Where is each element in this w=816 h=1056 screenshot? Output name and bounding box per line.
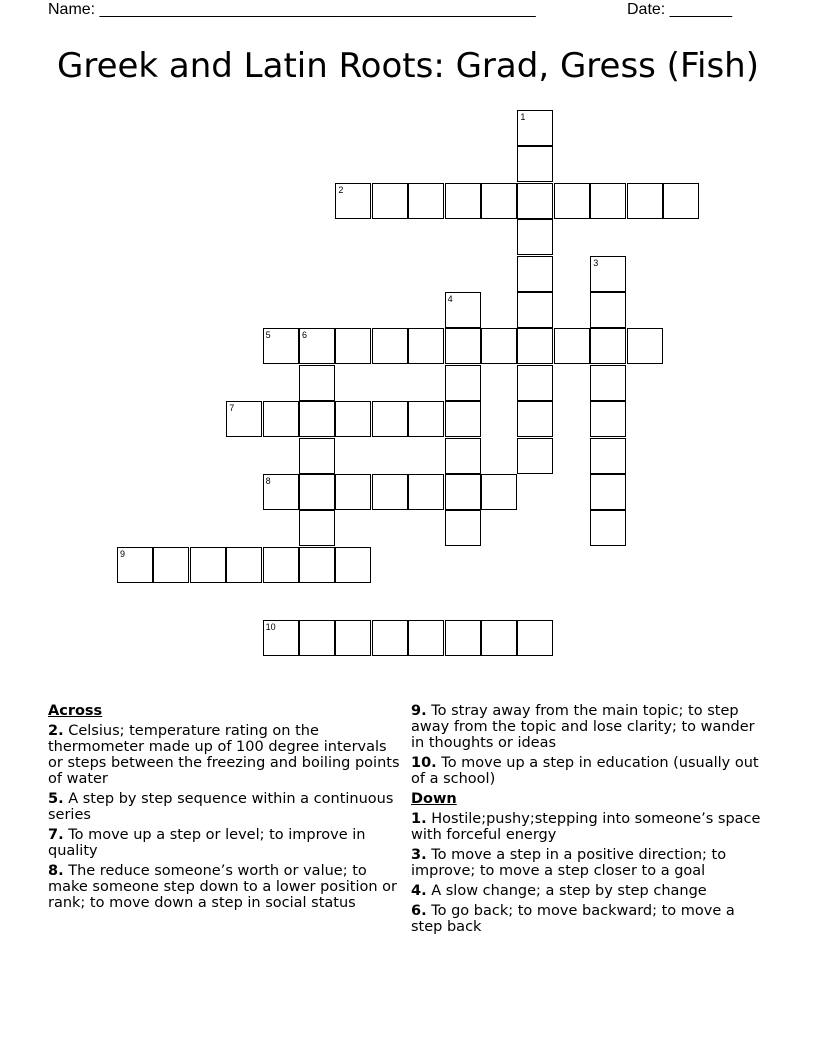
grid-cell[interactable] xyxy=(445,328,481,364)
clue-number: 4 xyxy=(447,294,453,304)
grid-cell[interactable] xyxy=(335,474,371,510)
grid-cell[interactable] xyxy=(335,620,371,656)
clue-number: 3 xyxy=(593,257,599,268)
grid-cell[interactable] xyxy=(263,547,299,583)
grid-cell[interactable] xyxy=(481,328,517,364)
date-field[interactable]: Date: _______ xyxy=(627,1,732,18)
grid-cell[interactable] xyxy=(117,547,153,583)
down-heading: Down xyxy=(411,791,457,807)
grid-cell[interactable] xyxy=(627,183,663,219)
clue-across-9: 9. To stray away from the main topic; to step away from the topic and lose clarity; to wander in thoughts or ideas xyxy=(411,703,755,751)
grid-cell[interactable] xyxy=(445,183,481,219)
grid-cell[interactable] xyxy=(408,328,444,364)
grid-cell[interactable] xyxy=(445,620,481,656)
grid-cell[interactable] xyxy=(299,438,335,474)
name-field[interactable]: Name: _________________________________________________ xyxy=(48,1,536,18)
clue-down-3: 3. To move a step in a positive direction; to improve; to move a step closer to a goal xyxy=(411,847,727,879)
grid-cell[interactable] xyxy=(263,474,299,510)
clue-across-7: 7. To move up a step or level; to improve in quality xyxy=(48,827,366,859)
grid-cell[interactable] xyxy=(445,438,481,474)
grid-cell[interactable] xyxy=(299,328,335,364)
grid-cell[interactable] xyxy=(554,183,590,219)
grid-cell[interactable] xyxy=(263,401,299,437)
grid-cell[interactable] xyxy=(226,547,262,583)
grid-cell[interactable] xyxy=(517,620,553,656)
grid-cell[interactable] xyxy=(445,365,481,401)
grid-cell[interactable] xyxy=(590,292,626,328)
clue-down-4: 4. A slow change; a step by step change xyxy=(411,883,707,899)
clue-number: 5 xyxy=(265,330,271,341)
grid-cell[interactable] xyxy=(517,110,553,146)
clue-down-6: 6. To go back; to move backward; to move a step back xyxy=(411,903,735,935)
grid-cell[interactable] xyxy=(590,438,626,474)
clue-number: 1 xyxy=(520,112,526,122)
grid-cell[interactable] xyxy=(299,547,335,583)
grid-cell[interactable] xyxy=(445,401,481,437)
grid-cell[interactable] xyxy=(372,328,408,364)
clue-number: 8 xyxy=(265,476,271,486)
grid-cell[interactable] xyxy=(554,328,590,364)
grid-cell[interactable] xyxy=(627,328,663,364)
grid-cell[interactable] xyxy=(408,474,444,510)
grid-cell[interactable] xyxy=(481,183,517,219)
grid-cell[interactable] xyxy=(590,256,626,292)
grid-cell[interactable] xyxy=(335,328,371,364)
grid-cell[interactable] xyxy=(299,401,335,437)
grid-cell[interactable] xyxy=(153,547,189,583)
grid-cell[interactable] xyxy=(517,365,553,401)
clue-number: 2 xyxy=(338,184,344,195)
grid-cell[interactable] xyxy=(481,620,517,656)
grid-cell[interactable] xyxy=(590,183,626,219)
grid-cell[interactable] xyxy=(445,510,481,546)
grid-cell[interactable] xyxy=(299,365,335,401)
grid-cell[interactable] xyxy=(590,510,626,546)
grid-cell[interactable] xyxy=(299,474,335,510)
grid-cell[interactable] xyxy=(445,292,481,328)
grid-cell[interactable] xyxy=(517,219,553,255)
grid-cell[interactable] xyxy=(590,328,626,364)
grid-cell[interactable] xyxy=(481,474,517,510)
clue-number: 7 xyxy=(229,403,235,414)
clue-across-2: 2. Celsius; temperature rating on the thermometer made up of 100 degree intervals or steps between the freezing and boiling points of water xyxy=(48,723,400,787)
grid-cell[interactable] xyxy=(335,547,371,583)
grid-cell[interactable] xyxy=(590,474,626,510)
clue-across-10: 10. To move up a step in education (usually out of a school) xyxy=(411,755,759,787)
grid-cell[interactable] xyxy=(335,401,371,437)
grid-cell[interactable] xyxy=(372,401,408,437)
grid-cell[interactable] xyxy=(408,183,444,219)
grid-cell[interactable] xyxy=(263,620,299,656)
grid-cell[interactable] xyxy=(517,256,553,292)
grid-cell[interactable] xyxy=(445,474,481,510)
grid-cell[interactable] xyxy=(590,401,626,437)
grid-cell[interactable] xyxy=(372,620,408,656)
grid-cell[interactable] xyxy=(590,365,626,401)
grid-cell[interactable] xyxy=(372,474,408,510)
clues-left-column xyxy=(48,703,403,915)
grid-cell[interactable] xyxy=(226,401,262,437)
grid-cell[interactable] xyxy=(408,620,444,656)
clue-across-5: 5. A step by step sequence within a continuous series xyxy=(48,791,394,823)
grid-cell[interactable] xyxy=(517,328,553,364)
page-title: Greek and Latin Roots: Grad, Gress (Fish) xyxy=(56,46,759,86)
grid-cell[interactable] xyxy=(372,183,408,219)
grid-cell[interactable] xyxy=(408,401,444,437)
grid-cell[interactable] xyxy=(517,292,553,328)
grid-cell[interactable] xyxy=(263,328,299,364)
grid-cell[interactable] xyxy=(517,146,553,182)
clues-right-column xyxy=(411,703,766,939)
across-heading: Across xyxy=(48,703,103,719)
grid-cell[interactable] xyxy=(190,547,226,583)
clue-across-8: 8. The reduce someone’s worth or value; to make someone step down to a lower position or rank; to move down a step in social status xyxy=(48,863,397,911)
grid-cell[interactable] xyxy=(299,510,335,546)
clue-down-1: 1. Hostile;pushy;stepping into someone’s space with forceful energy xyxy=(411,811,761,843)
clue-number: 9 xyxy=(120,548,126,559)
clue-number: 10 xyxy=(265,621,276,632)
grid-cell[interactable] xyxy=(517,438,553,474)
grid-cell[interactable] xyxy=(517,183,553,219)
clue-number: 6 xyxy=(302,330,308,341)
grid-cell[interactable] xyxy=(335,183,371,219)
grid-cell[interactable] xyxy=(517,401,553,437)
grid-cell[interactable] xyxy=(663,183,699,219)
grid-cell[interactable] xyxy=(299,620,335,656)
